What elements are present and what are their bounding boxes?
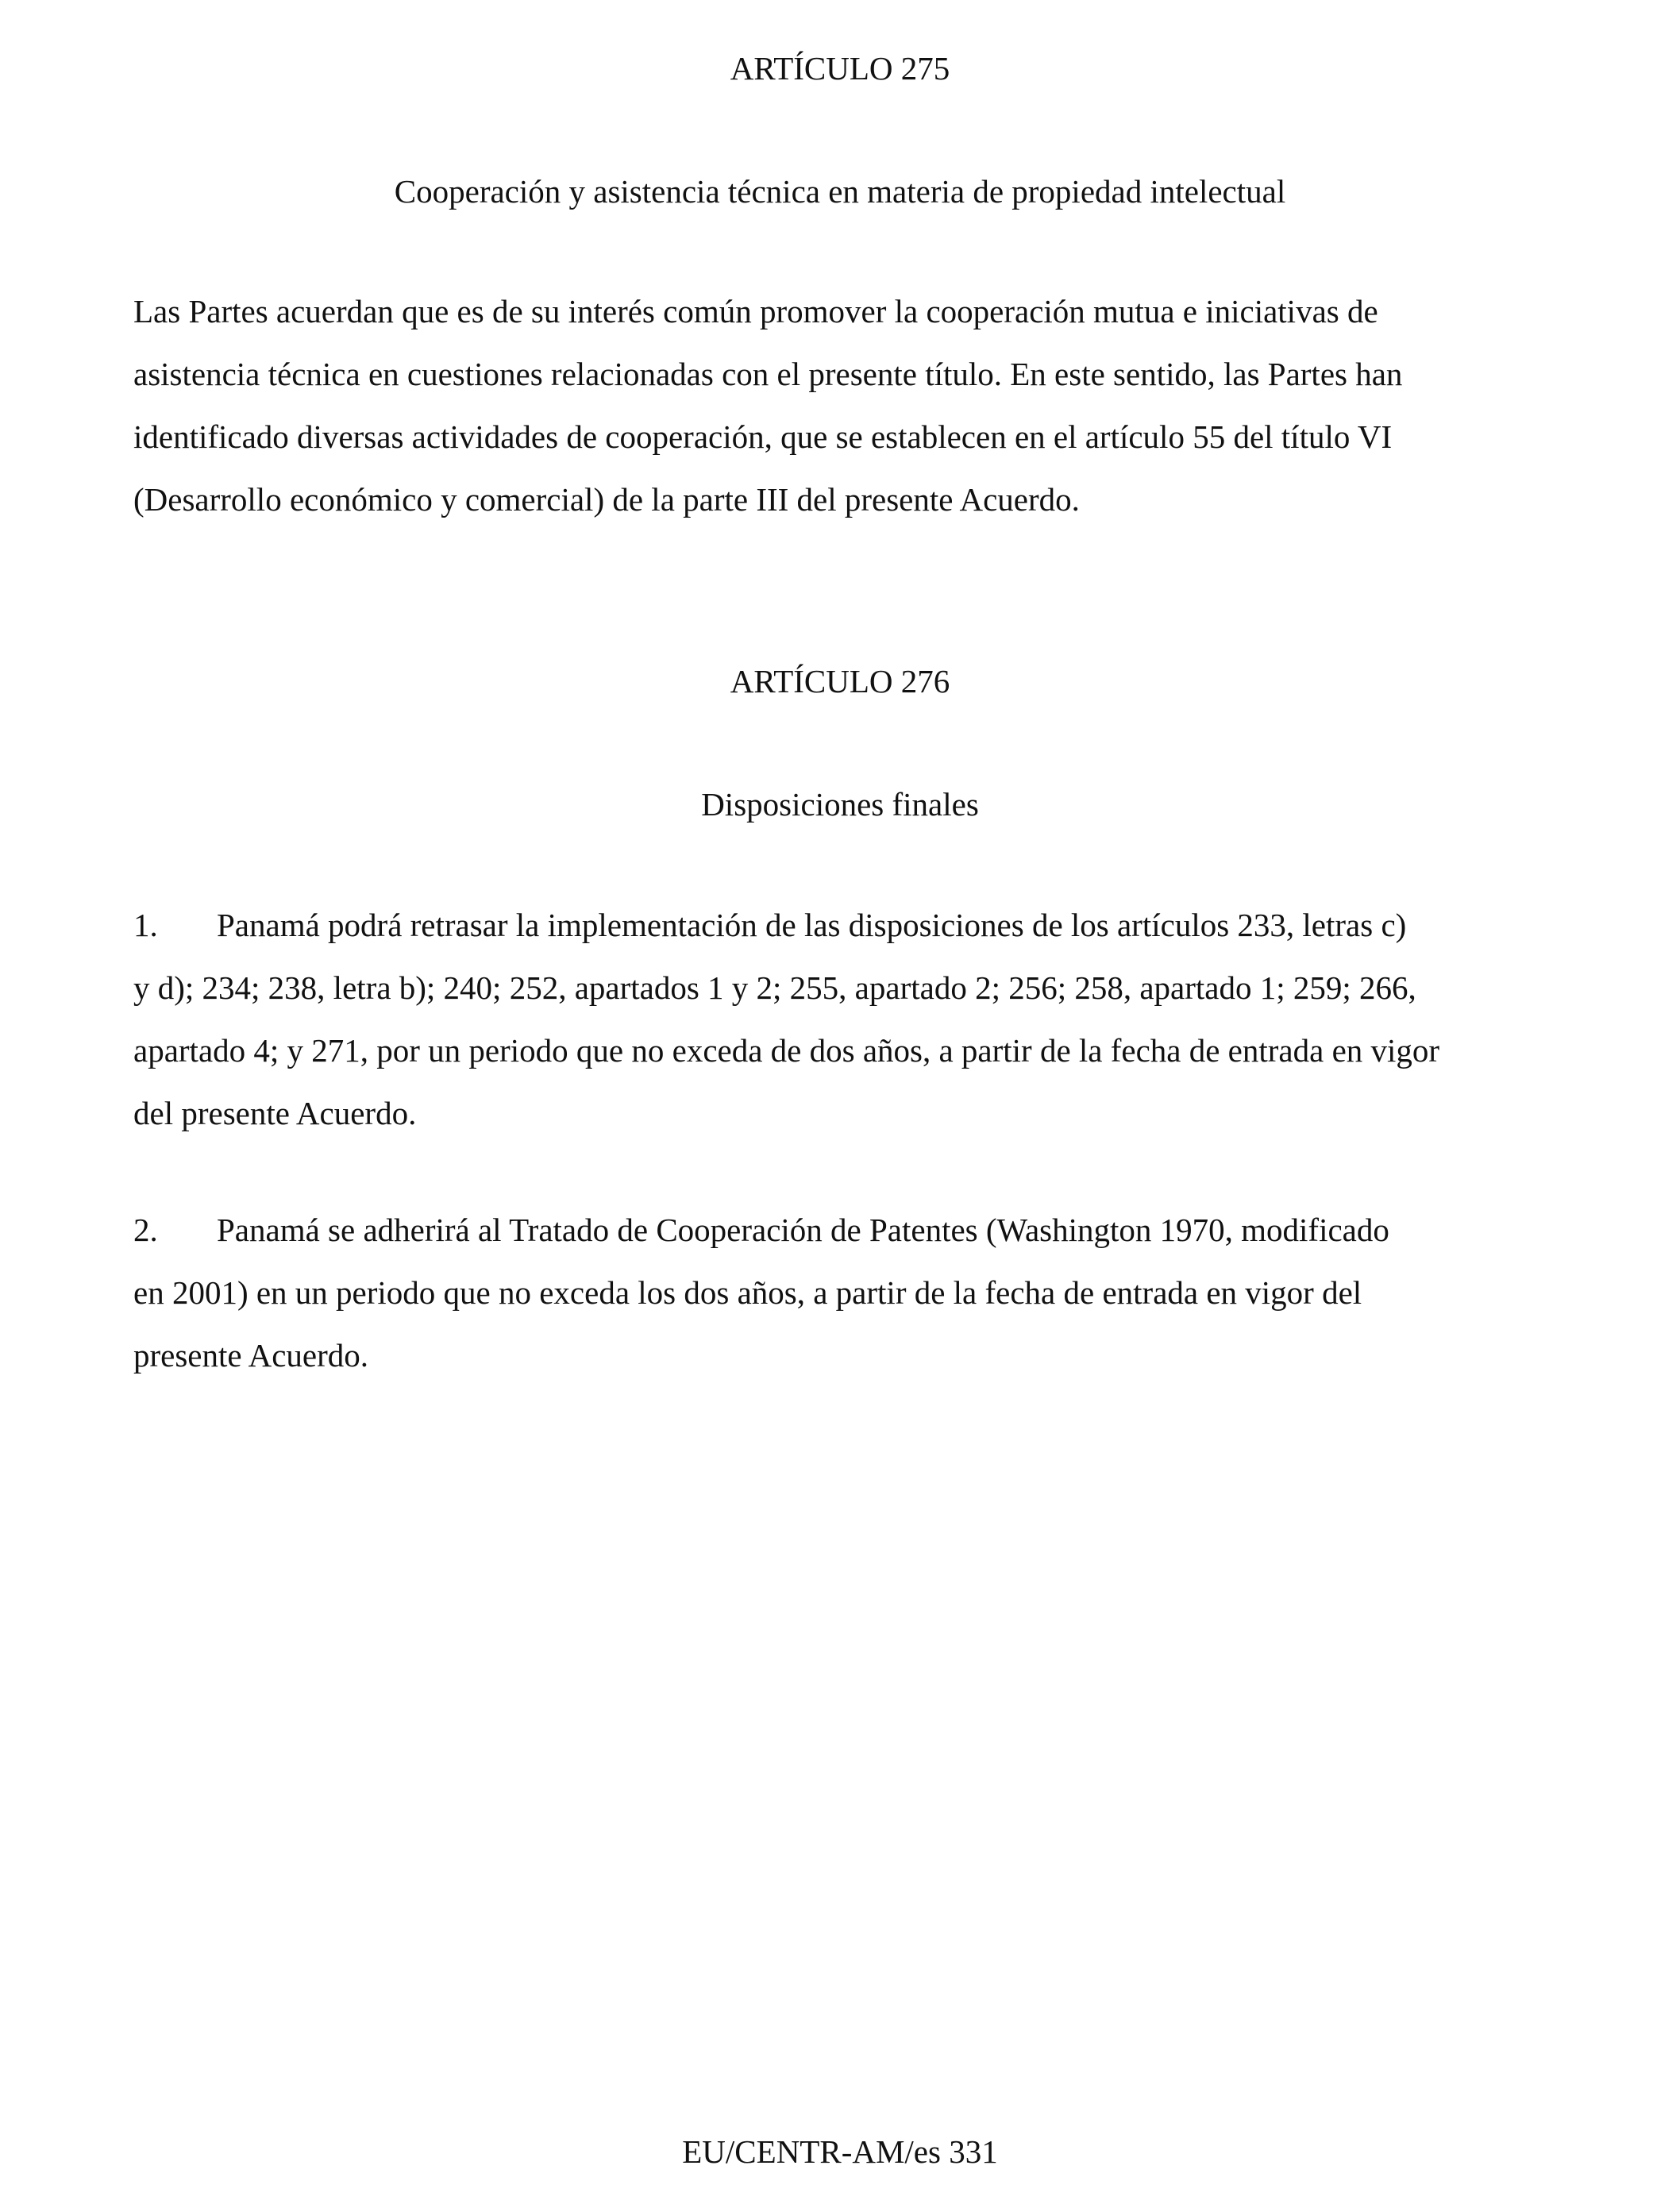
paragraph-line: del presente Acuerdo. bbox=[133, 1095, 417, 1131]
paragraph-number: 2. bbox=[133, 1212, 158, 1248]
paragraph-line: en 2001) en un periodo que no exceda los dos años, a partir de la fecha de entrada en vigor del bbox=[133, 1274, 1362, 1311]
body-line: identificado diversas actividades de cooperación, que se establecen en el artículo 55 del título VI bbox=[133, 418, 1393, 455]
body-line: asistencia técnica en cuestiones relacionadas con el presente título. En este sentido, las Partes han bbox=[133, 356, 1403, 392]
article-275-title: Cooperación y asistencia técnica en materia de propiedad intelectual bbox=[394, 173, 1286, 210]
article-275-body bbox=[133, 280, 1562, 531]
article-276-heading: ARTÍCULO 276 bbox=[730, 663, 950, 699]
paragraph-text: Panamá podrá retrasar la implementación de las disposiciones de los artículos 233, letras c) bbox=[217, 907, 1407, 943]
body-line: Las Partes acuerdan que es de su interés común promover la cooperación mutua e iniciativas de bbox=[133, 293, 1378, 329]
page-footer-reference: EU/CENTR-AM/es 331 bbox=[682, 2133, 998, 2170]
article-275-heading: ARTÍCULO 275 bbox=[730, 50, 950, 87]
body-line: (Desarrollo económico y comercial) de la parte III del presente Acuerdo. bbox=[133, 481, 1080, 518]
paragraph-line: apartado 4; y 271, por un periodo que no exceda de dos años, a partir de la fecha de entrada en vigor bbox=[133, 1032, 1440, 1069]
paragraph-number: 1. bbox=[133, 907, 158, 943]
paragraph-line bbox=[133, 1199, 1562, 1262]
paragraph-text: Panamá se adherirá al Tratado de Cooperación de Patentes (Washington 1970, modificado bbox=[217, 1212, 1389, 1248]
article-276-paragraph-1 bbox=[133, 894, 1562, 1145]
paragraph-line: y d); 234; 238, letra b); 240; 252, apartados 1 y 2; 255, apartado 2; 256; 258, apartado 1; 259; 266, bbox=[133, 969, 1416, 1006]
paragraph-line: presente Acuerdo. bbox=[133, 1337, 368, 1374]
article-276-paragraph-2 bbox=[133, 1199, 1562, 1387]
paragraph-line bbox=[133, 894, 1562, 957]
article-276-title: Disposiciones finales bbox=[701, 786, 979, 823]
